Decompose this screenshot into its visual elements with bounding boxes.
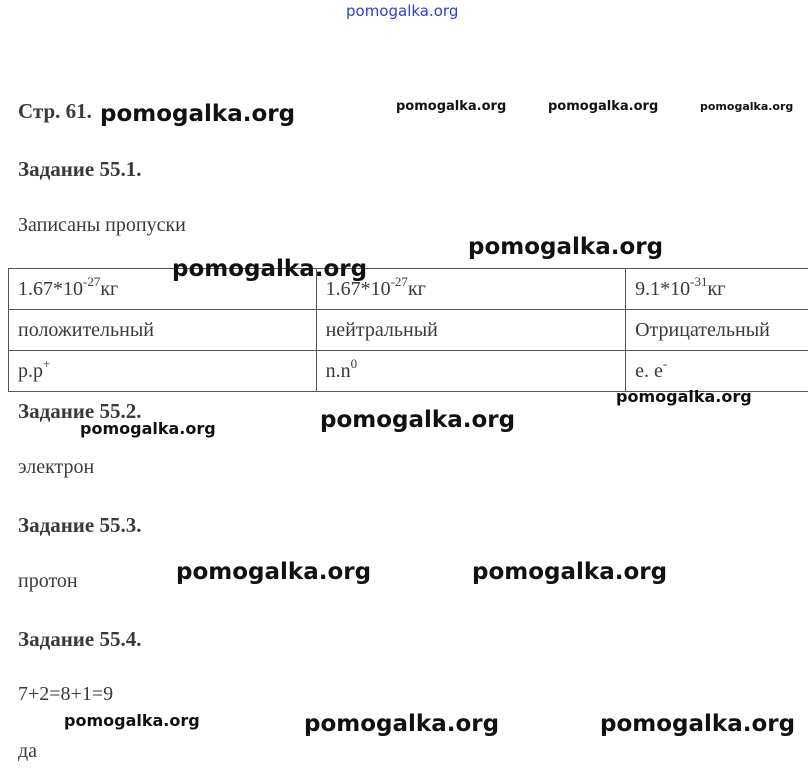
task-text-55-2: электрон	[18, 456, 95, 478]
task-answer-55-4: да	[18, 740, 38, 762]
task-title-55-2: Задание 55.2.	[18, 399, 142, 423]
table-cell: $1.67*10^{-27}кг$	[316, 269, 626, 310]
watermark: pomogalka.org	[396, 99, 507, 114]
watermark: pomogalka.org	[472, 559, 668, 585]
watermark: pomogalka.org	[548, 99, 659, 114]
watermark: pomogalka.org	[80, 419, 216, 438]
task-text-55-4: 7+2=8+1=9	[18, 683, 114, 705]
watermark: pomogalka.org	[64, 711, 200, 730]
table-cell: e. e-	[626, 351, 808, 392]
watermark: pomogalka.org	[176, 559, 372, 585]
table-cell: нейтральный	[316, 310, 626, 351]
task-title-55-1: Задание 55.1.	[18, 157, 142, 181]
table-row	[9, 310, 808, 351]
particles-table	[8, 268, 808, 392]
page-heading: Стр. 61.	[18, 99, 92, 123]
table-cell: $n.n^0$	[316, 351, 626, 392]
watermark: pomogalka.org	[600, 711, 796, 737]
watermark: pomogalka.org	[304, 711, 500, 737]
task-text-55-1: Записаны пропуски	[18, 214, 186, 236]
task-text-55-3: протон	[18, 570, 78, 592]
watermark: pomogalka.org	[468, 234, 664, 260]
table-cell: Отрицательный	[626, 310, 808, 351]
site-link[interactable]: pomogalka.org	[346, 2, 459, 20]
task-title-55-4: Задание 55.4.	[18, 627, 142, 651]
task-title-55-3: Задание 55.3.	[18, 513, 142, 537]
table-cell: p.p+	[9, 351, 317, 392]
watermark: pomogalka.org	[700, 100, 794, 113]
table-cell: положительный	[9, 310, 317, 351]
watermark: pomogalka.org	[616, 387, 752, 406]
table-row	[9, 351, 808, 392]
watermark: pomogalka.org	[172, 256, 368, 282]
watermark: pomogalka.org	[100, 101, 296, 127]
watermark: pomogalka.org	[320, 407, 516, 433]
table-cell: $1.67*10^{-27}кг$	[9, 269, 317, 310]
table-row	[9, 269, 808, 310]
table-cell: $9.1*10^{-31}кг$	[626, 269, 808, 310]
